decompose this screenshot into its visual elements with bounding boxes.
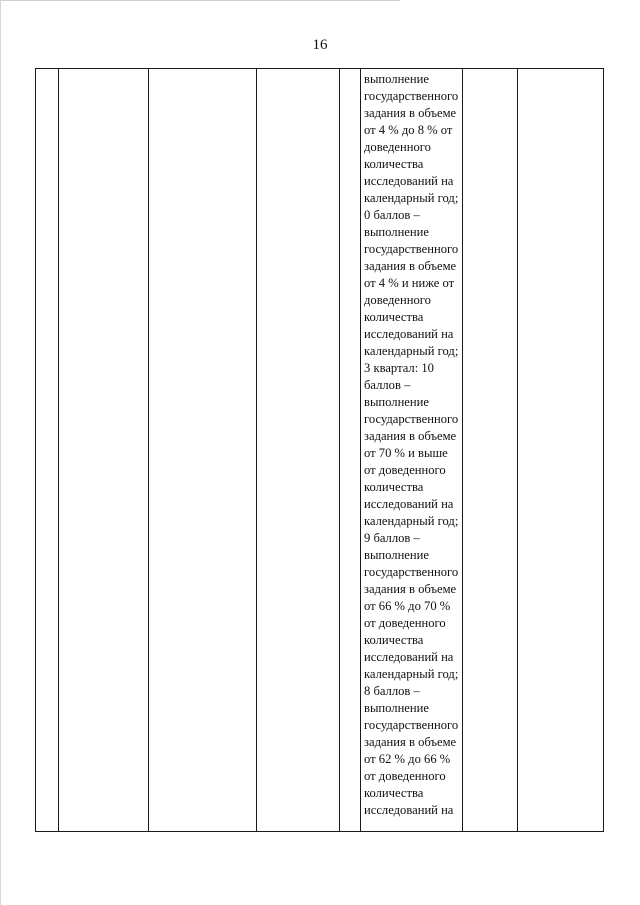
criteria-text-line: количества — [364, 633, 424, 647]
document-table — [35, 68, 604, 832]
table-cell-criteria — [361, 69, 463, 832]
criteria-text-line: от доведенного — [364, 463, 446, 477]
criteria-text-line: 9 баллов – — [364, 531, 420, 545]
table-row — [36, 69, 604, 832]
criteria-text-line: календарный год; — [364, 667, 459, 681]
criteria-text-line: 3 квартал: 10 — [364, 361, 434, 375]
criteria-text-line: выполнение — [364, 701, 429, 715]
criteria-text-line: количества — [364, 480, 424, 494]
table-cell-col-3 — [149, 69, 257, 832]
criteria-text-line: исследований на — [364, 327, 454, 341]
criteria-text-line: от 4 % и ниже от — [364, 276, 455, 290]
criteria-text-line: доведенного — [364, 140, 431, 154]
criteria-text-line: от доведенного — [364, 769, 446, 783]
table-cell-col-8 — [518, 69, 604, 832]
criteria-text-line: выполнение — [364, 395, 429, 409]
criteria-text-line: количества — [364, 157, 424, 171]
criteria-text — [361, 69, 462, 819]
criteria-text-line: выполнение — [364, 548, 429, 562]
criteria-text-line: доведенного — [364, 293, 431, 307]
scan-edge-top — [0, 0, 400, 1]
criteria-text-line: выполнение — [364, 225, 429, 239]
criteria-text-line: исследований на — [364, 650, 454, 664]
criteria-text-line: задания в объеме — [364, 429, 457, 443]
criteria-text-line: исследований на — [364, 497, 454, 511]
criteria-text-line: государственного — [364, 242, 459, 256]
criteria-text-line: государственного — [364, 89, 459, 103]
criteria-text-line: от 4 % до 8 % от — [364, 123, 453, 137]
criteria-text-line: исследований на — [364, 174, 454, 188]
criteria-text-line: количества — [364, 786, 424, 800]
criteria-text-line: от 66 % до 70 % — [364, 599, 451, 613]
page-number: 16 — [312, 37, 328, 53]
criteria-text-line: задания в объеме — [364, 106, 457, 120]
criteria-text-line: государственного — [364, 412, 459, 426]
criteria-text-line: задания в объеме — [364, 582, 457, 596]
table-cell-col-7 — [463, 69, 518, 832]
scan-edge-left — [0, 0, 1, 905]
criteria-text-line: календарный год; — [364, 514, 459, 528]
criteria-text-line: от 70 % и выше — [364, 446, 448, 460]
table-cell-col-4 — [257, 69, 340, 832]
criteria-text-line: календарный год; — [364, 344, 459, 358]
table-cell-col-1 — [36, 69, 59, 832]
criteria-text-line: 0 баллов – — [364, 208, 420, 222]
criteria-text-line: государственного — [364, 718, 459, 732]
criteria-text-line: 8 баллов – — [364, 684, 420, 698]
criteria-text-line: исследований на — [364, 803, 454, 817]
criteria-text-line: выполнение — [364, 72, 429, 86]
criteria-text-line: государственного — [364, 565, 459, 579]
table-cell-col-5 — [340, 69, 361, 832]
criteria-text-line: от 62 % до 66 % — [364, 752, 451, 766]
criteria-text-line: задания в объеме — [364, 735, 457, 749]
criteria-text-line: от доведенного — [364, 616, 446, 630]
criteria-text-line: календарный год; — [364, 191, 459, 205]
criteria-text-line: количества — [364, 310, 424, 324]
table-cell-col-2 — [59, 69, 149, 832]
criteria-text-line: задания в объеме — [364, 259, 457, 273]
criteria-text-line: баллов – — [364, 378, 411, 392]
